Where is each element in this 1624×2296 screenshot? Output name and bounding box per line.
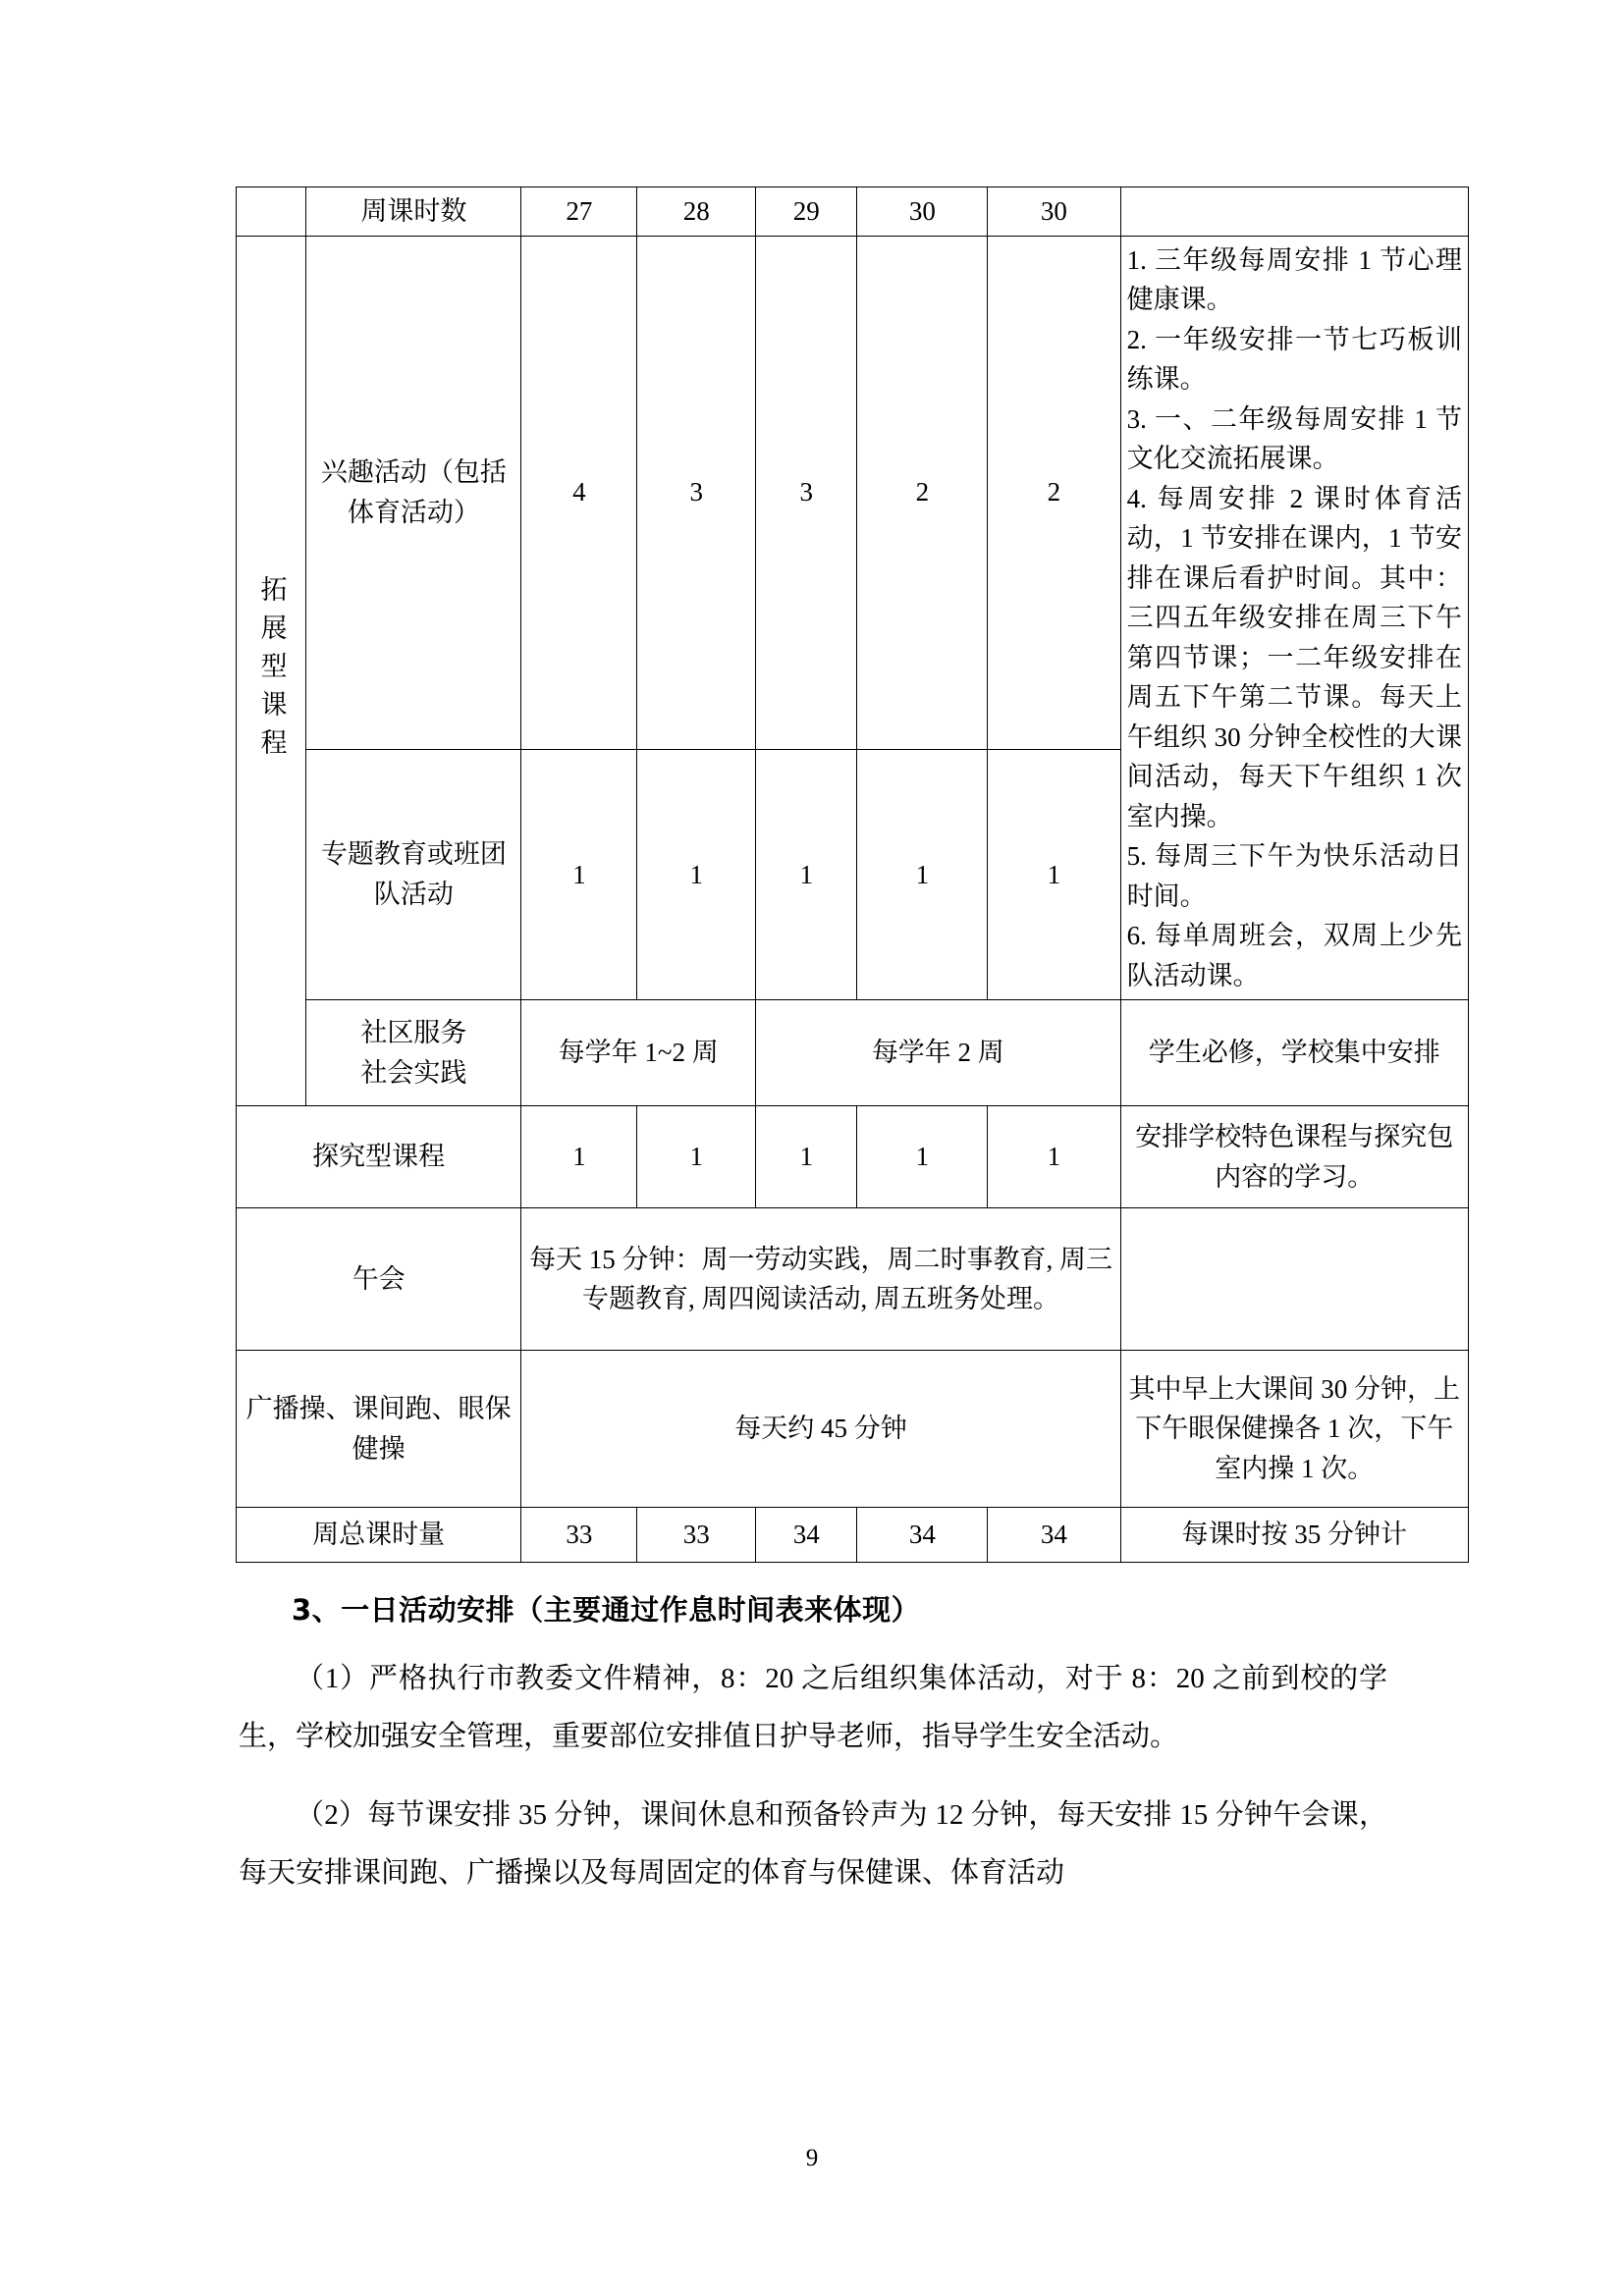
community-note-cell: 学生必修，学校集中安排	[1120, 1000, 1468, 1106]
note-item-3: 3. 一、二年级每周安排 1 节文化交流拓展课。	[1126, 403, 1462, 473]
thematic-grade2-value: 1	[637, 749, 756, 999]
table-row-exercises	[237, 1351, 1469, 1508]
category-label-text: 拓展型课程	[256, 574, 287, 767]
community-left-value: 每学年 1~2 周	[521, 1000, 756, 1106]
header-grade1-cell: 27	[521, 187, 637, 237]
inquiry-note-cell: 安排学校特色课程与探究包内容的学习。	[1120, 1106, 1468, 1208]
table-row-weekly-total	[237, 1508, 1469, 1563]
header-grade5-cell: 30	[988, 187, 1120, 237]
paragraph-2: （2）每节课安排 35 分钟，课间休息和预备铃声为 12 分钟，每天安排 15 分钟午会课，每天安排课间跑、广播操以及每周固定的体育与保健课、体育活动	[239, 1799, 1387, 1889]
row-label-exercises: 广播操、课间跑、眼保健操	[237, 1351, 521, 1508]
table-row-noon-meeting	[237, 1208, 1469, 1351]
community-right-value: 每学年 2 周	[756, 1000, 1121, 1106]
table-row-weekly-periods	[237, 187, 1469, 237]
note-item-1: 1. 三年级每周安排 1 节心理健康课。	[1126, 244, 1462, 314]
header-note-cell	[1120, 187, 1468, 237]
total-grade2-value: 33	[637, 1508, 756, 1563]
thematic-grade4-value: 1	[857, 749, 988, 999]
table-row-community-service	[237, 1000, 1469, 1106]
community-service-label-text: 社区服务 社会实践	[360, 1018, 467, 1088]
row-label-inquiry-course: 探究型课程	[237, 1106, 521, 1208]
row-label-interest-activities: 兴趣活动（包括体育活动）	[306, 236, 521, 749]
page-content	[239, 187, 1462, 1901]
header-grade4-cell: 30	[857, 187, 988, 237]
page-number: 9	[805, 2145, 819, 2171]
row-label-weekly-total: 周总课时量	[237, 1508, 521, 1563]
total-grade1-value: 33	[521, 1508, 637, 1563]
inquiry-grade1-value: 1	[521, 1106, 637, 1208]
row-label-thematic-education: 专题教育或班团队活动	[306, 749, 521, 999]
total-grade5-value: 34	[988, 1508, 1120, 1563]
header-grade2-cell: 28	[637, 187, 756, 237]
total-grade4-value: 34	[857, 1508, 988, 1563]
total-note-cell: 每课时按 35 分钟计	[1120, 1508, 1468, 1563]
inquiry-grade3-value: 1	[756, 1106, 857, 1208]
note-item-5: 5. 每周三下午为快乐活动日时间。	[1126, 841, 1462, 911]
row-label-community-service	[306, 1000, 521, 1106]
header-empty-cell	[237, 187, 306, 237]
exercises-content: 每天约 45 分钟	[521, 1351, 1120, 1508]
section-heading-daily-activities: 3、一日活动安排（主要通过作息时间表来体现）	[292, 1593, 921, 1627]
note-item-2: 2. 一年级安排一节七巧板训练课。	[1126, 324, 1462, 394]
inquiry-grade4-value: 1	[857, 1106, 988, 1208]
thematic-grade1-value: 1	[521, 749, 637, 999]
paragraph-1: （1）严格执行市教委文件精神，8：20 之后组织集体活动，对于 8：20 之前到校的学生，学校加强安全管理，重要部位安排值日护导老师，指导学生安全活动。	[239, 1663, 1387, 1752]
category-cell-expansion-courses	[237, 236, 306, 1106]
curriculum-plan-table	[236, 187, 1469, 1563]
notes-cell-expansion	[1120, 236, 1468, 1000]
interest-grade5-value: 2	[988, 236, 1120, 749]
table-row-interest-activities	[237, 236, 1469, 749]
header-grade3-cell: 29	[756, 187, 857, 237]
noon-meeting-content: 每天 15 分钟：周一劳动实践，周二时事教育, 周三专题教育, 周四阅读活动, 周五班务处理。	[521, 1208, 1120, 1351]
note-item-4: 4. 每周安排 2 课时体育活动，1 节安排在课内，1 节安排在课后看护时间。其中：三四五年级安排在周三下午第四节课；一二年级安排在周五下午第二节课。每天上午组织 30 分钟全校性的大课间活动，每天下午组织 1 次室内操。	[1126, 483, 1462, 831]
exercises-note-cell: 其中早上大课间 30 分钟，上下午眼保健操各 1 次，下午室内操 1 次。	[1120, 1351, 1468, 1508]
header-label-cell: 周课时数	[306, 187, 521, 237]
interest-grade4-value: 2	[857, 236, 988, 749]
inquiry-grade5-value: 1	[988, 1106, 1120, 1208]
thematic-grade3-value: 1	[756, 749, 857, 999]
inquiry-grade2-value: 1	[637, 1106, 756, 1208]
noon-meeting-note-cell	[1120, 1208, 1468, 1351]
table-row-inquiry-course	[237, 1106, 1469, 1208]
row-label-noon-meeting: 午会	[237, 1208, 521, 1351]
interest-grade2-value: 3	[637, 236, 756, 749]
interest-grade1-value: 4	[521, 236, 637, 749]
note-item-6: 6. 每单周班会，双周上少先队活动课。	[1126, 921, 1462, 990]
thematic-grade5-value: 1	[988, 749, 1120, 999]
interest-grade3-value: 3	[756, 236, 857, 749]
total-grade3-value: 34	[756, 1508, 857, 1563]
